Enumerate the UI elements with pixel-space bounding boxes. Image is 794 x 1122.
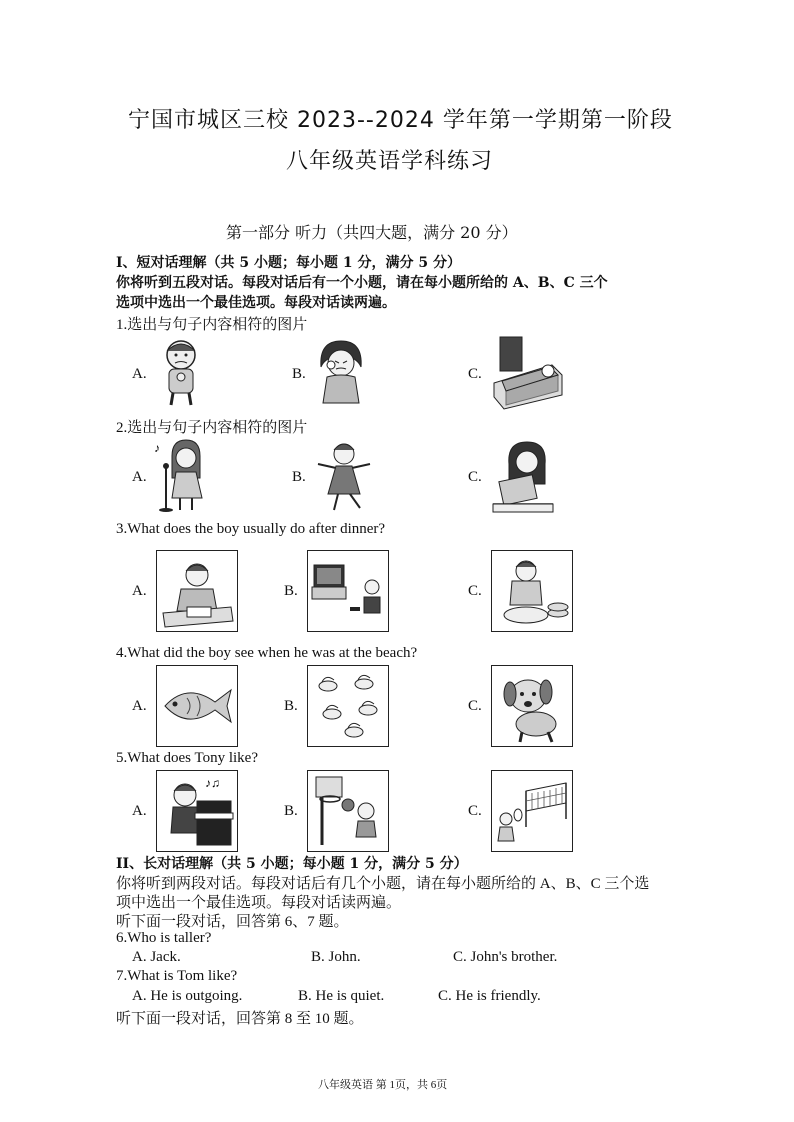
q6-option-b: B. John. <box>311 949 361 965</box>
girl-singing-picture <box>152 438 208 514</box>
q4-option-a-label: A. <box>132 698 147 714</box>
birds-picture <box>307 665 389 747</box>
q4-prompt: 4.What did the boy see when he was at the beach? <box>116 645 418 661</box>
boy-watching-tv-picture <box>307 550 389 632</box>
badminton-picture <box>491 770 573 852</box>
q6-prompt: 6.Who is taller? <box>116 930 212 946</box>
q6-option-a: A. Jack. <box>132 949 181 965</box>
q7-prompt: 7.What is Tom like? <box>116 968 238 984</box>
dialog1-intro: 听下面一段对话，回答第 6、7 题。 <box>116 914 349 930</box>
q5-option-a-label: A. <box>132 803 147 819</box>
q6-option-c: C. John's brother. <box>453 949 558 965</box>
q5-option-c-label: C. <box>468 803 482 819</box>
title-line2: 八年级英语学科练习 <box>286 149 494 174</box>
section1-heading: I、短对话理解（共 5 小题；每小题 1 分，满分 5 分） <box>116 255 462 271</box>
q3-prompt: 3.What does the boy usually do after dinner? <box>116 521 386 537</box>
q3-option-c-label: C. <box>468 583 482 599</box>
fish-picture <box>156 665 238 747</box>
q5-option-b-label: B. <box>284 803 298 819</box>
q7-option-a: A. He is outgoing. <box>132 988 243 1004</box>
boy-washing-dishes-picture <box>491 550 573 632</box>
title-line1: 宁国市城区三校 2023--2024 学年第一学期第一阶段 <box>128 108 673 133</box>
q4-option-c-label: C. <box>468 698 482 714</box>
q5-prompt: 5.What does Tony like? <box>116 750 258 766</box>
q3-option-a-label: A. <box>132 583 147 599</box>
section1-instr-1: 你将听到五段对话。每段对话后有一个小题，请在每小题所给的 A、B、C 三个 <box>116 275 608 291</box>
q2-option-a-label: A. <box>132 469 147 485</box>
girl-sad-picture <box>313 337 369 407</box>
q7-option-b: B. He is quiet. <box>298 988 385 1004</box>
section2-instr-2: 项中选出一个最佳选项。每段对话读两遍。 <box>116 895 402 911</box>
page-footer: 八年级英语 第 1页，共 6页 <box>318 1079 448 1091</box>
boy-crying-picture <box>156 337 206 407</box>
dog-picture <box>491 665 573 747</box>
part1-heading: 第一部分 听力（共四大题，满分 20 分） <box>226 223 518 242</box>
q1-prompt: 1.选出与句子内容相符的图片 <box>116 317 308 333</box>
q2-prompt: 2.选出与句子内容相符的图片 <box>116 420 308 436</box>
girl-reading-picture <box>491 438 555 514</box>
basketball-picture <box>307 770 389 852</box>
q1-option-a-label: A. <box>132 366 147 382</box>
section2-instr-1: 你将听到两段对话。每段对话后有几个小题，请在每小题所给的 A、B、C 三个选 <box>116 876 650 892</box>
q1-option-b-label: B. <box>292 366 306 382</box>
boy-doing-homework-picture <box>156 550 238 632</box>
q4-option-b-label: B. <box>284 698 298 714</box>
svg-text:♪♫: ♪♫ <box>205 776 220 790</box>
svg-text:♪: ♪ <box>154 441 160 455</box>
girl-dancing-picture <box>314 438 374 514</box>
q2-option-b-label: B. <box>292 469 306 485</box>
boy-playing-piano-picture <box>156 770 238 852</box>
q2-option-c-label: C. <box>468 469 482 485</box>
q7-option-c: C. He is friendly. <box>438 988 541 1004</box>
section1-instr-2: 选项中选出一个最佳选项。每段对话读两遍。 <box>116 295 396 311</box>
section2-heading: II、长对话理解（共 5 小题；每小题 1 分，满分 5 分） <box>116 856 468 872</box>
dialog2-intro: 听下面一段对话，回答第 8 至 10 题。 <box>116 1011 364 1027</box>
q3-option-b-label: B. <box>284 583 298 599</box>
boy-sleeping-in-bed-picture <box>492 335 564 411</box>
q1-option-c-label: C. <box>468 366 482 382</box>
